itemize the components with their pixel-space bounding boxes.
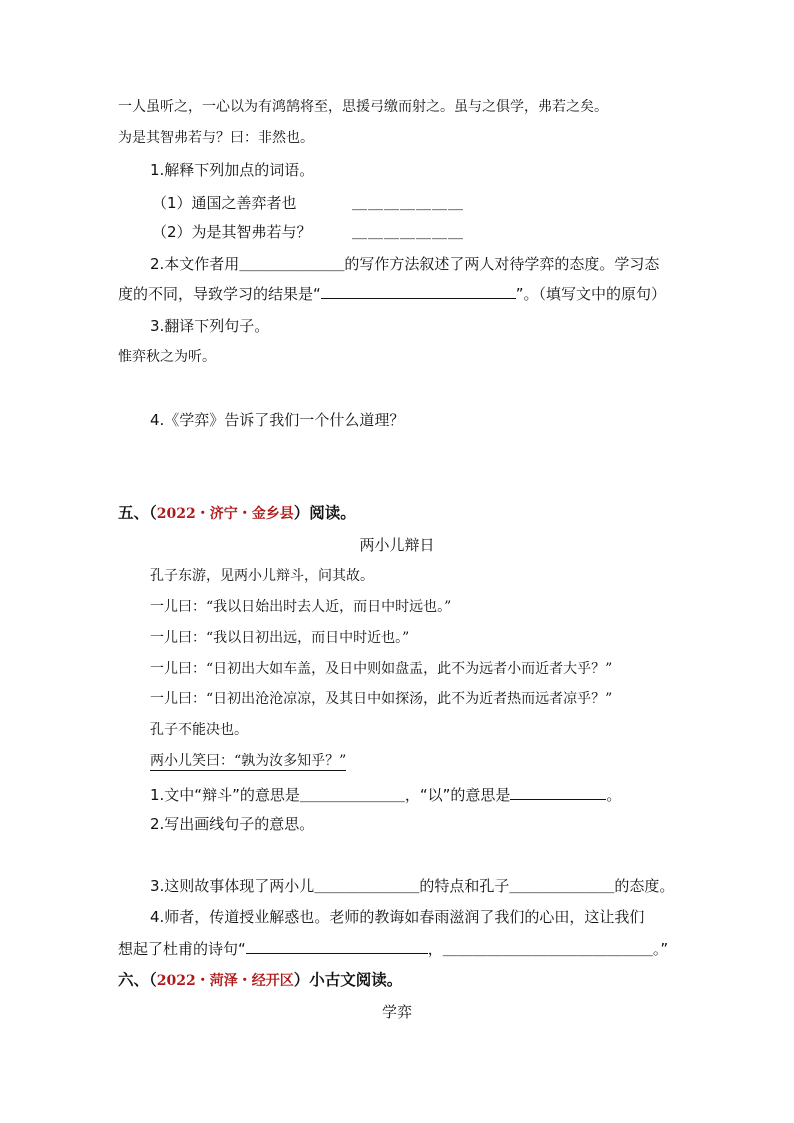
source-tag: 2022・济宁・金乡县 — [156, 506, 294, 522]
question-4-line2 — [118, 939, 668, 959]
passage-line: 一儿曰：“我以日始出时去人近，而日中时远也。” — [150, 599, 452, 615]
question-3: 3.翻译下列句子。 — [150, 317, 270, 335]
question-2-text: 度的不同，导致学习的结果是“ — [118, 285, 321, 303]
passage-line: 孔子东游，见两小儿辩斗，问其故。 — [150, 568, 374, 584]
underlined-sentence — [150, 751, 346, 771]
answer-blank[interactable]: ＿＿＿＿＿＿＿ — [314, 877, 420, 895]
answer-blank[interactable]: ＿＿＿＿＿＿＿ — [352, 194, 465, 212]
question-1-text: 。 — [606, 786, 622, 804]
question-1 — [150, 785, 621, 805]
question-2-text: ”。（填写文中的原句） — [515, 285, 667, 303]
question-4-text: 。” — [652, 940, 669, 958]
answer-blank[interactable] — [246, 939, 428, 954]
question-3-text: 的态度。 — [614, 877, 675, 895]
section-heading — [118, 970, 402, 991]
answer-blank[interactable]: ＿＿＿＿＿＿＿ — [352, 223, 465, 241]
passage-line: 一儿曰：“日初出大如车盖，及日中则如盘盂，此不为远者小而近者大乎？” — [150, 661, 613, 677]
question-4-text: 想起了杜甫的诗句“ — [118, 940, 246, 958]
question-4-text: ， — [427, 940, 443, 958]
source-tag: 2022・菏泽・经开区 — [156, 973, 294, 989]
question-2: 2.写出画线句子的意思。 — [150, 815, 315, 833]
heading-suffix: ）阅读。 — [293, 504, 356, 522]
question-2-line2 — [118, 284, 666, 304]
question-3 — [150, 876, 674, 896]
passage-line: 一人虽听之，一心以为有鸿鹄将至，思援弓缴而射之。虽与之俱学，弗若之矣。 — [118, 99, 608, 115]
question-4: 4.师者，传道授业解惑也。老师的教诲如春雨滋润了我们的心田，这让我们 — [150, 908, 645, 926]
answer-blank[interactable]: ＿＿＿＿＿＿＿ — [509, 877, 615, 895]
question-1-text: ，“以”的意思是 — [404, 786, 511, 804]
question-1: 1.解释下列加点的词语。 — [150, 161, 315, 179]
question-1-text: 1.文中“辩斗”的意思是 — [150, 786, 300, 804]
heading-prefix: 五、（ — [118, 504, 157, 522]
section-heading — [118, 503, 356, 524]
question-2-text: 2.本文作者用 — [150, 255, 240, 273]
question-2-text: 的写作方法叙述了两人对待学弈的态度。学习态 — [344, 255, 660, 273]
heading-prefix: 六、（ — [118, 971, 157, 989]
answer-blank[interactable] — [321, 284, 516, 299]
translate-sentence: 惟弈秋之为听。 — [118, 349, 216, 365]
answer-blank[interactable]: ＿＿＿＿＿＿＿ — [299, 786, 405, 804]
underlined-text: 两小儿笑曰：“孰为汝多知乎？” — [150, 753, 347, 769]
answer-blank[interactable]: ＿＿＿＿＿＿＿ — [239, 255, 345, 273]
answer-blank[interactable]: ＿＿＿＿＿＿＿＿＿＿＿＿＿＿ — [442, 940, 653, 958]
question-3-text: 3.这则故事体现了两小儿 — [150, 877, 315, 895]
passage-title: 学弈 — [381, 1003, 412, 1021]
question-4: 4.《学弈》告诉了我们一个什么道理？ — [150, 411, 405, 429]
passage-line: 一儿曰：“我以日初出远，而日中时近也。” — [150, 630, 410, 646]
passage-line: 为是其智弗若与？曰：非然也。 — [118, 130, 314, 146]
passage-title: 两小儿辩日 — [359, 536, 435, 554]
question-2 — [150, 254, 659, 274]
heading-suffix: ）小古文阅读。 — [293, 971, 403, 989]
question-1a: （1）通国之善弈者也 — [152, 194, 297, 212]
question-3-text: 的特点和孔子 — [419, 877, 510, 895]
question-1b: （2）为是其智弗若与？ — [152, 223, 312, 241]
passage-line: 孔子不能决也。 — [150, 722, 248, 738]
passage-line: 一儿曰：“日初出沧沧凉凉，及其日中如探汤，此不为近者热而远者凉乎？” — [150, 691, 613, 707]
answer-blank[interactable] — [510, 785, 606, 800]
